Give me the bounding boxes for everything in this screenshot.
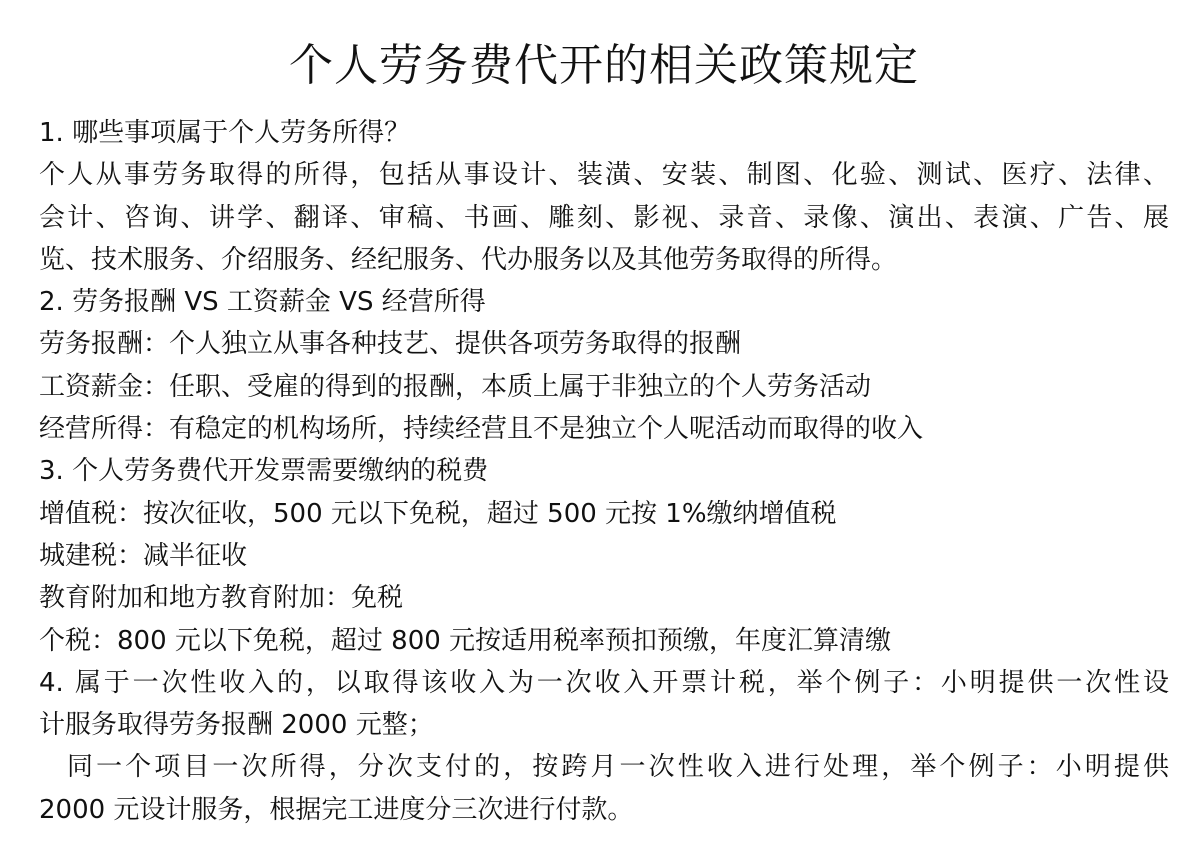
section-heading-2: 2. 劳务报酬 VS 工资薪金 VS 经营所得	[39, 287, 486, 318]
document-page	[39, 0, 1169, 831]
definition-line: 工资薪金：任职、受雇的得到的报酬，本质上属于非独立的个人劳务活动	[39, 371, 872, 402]
paragraph-line: 个人从事劳务取得的所得，包括从事设计、装潢、安装、制图、化验、测试、医疗、法律、	[39, 160, 1169, 191]
paragraph-line: 会计、咨询、讲学、翻译、审稿、书画、雕刻、影视、录音、录像、演出、表演、广告、展	[39, 202, 1169, 233]
definition-line: 劳务报酬：个人独立从事各种技艺、提供各项劳务取得的报酬	[39, 329, 742, 360]
document-body	[39, 112, 1169, 831]
section-heading-1: 1. 哪些事项属于个人劳务所得？	[39, 118, 411, 148]
tax-line: 城建税：减半征收	[39, 540, 248, 571]
section-heading-4: 4. 属于一次性收入的，以取得该收入为一次收入开票计税，举个例子：小明提供一次性设	[39, 667, 1169, 698]
document-title: 个人劳务费代开的相关政策规定	[289, 40, 919, 91]
tax-line: 增值税：按次征收，500 元以下免税，超过 500 元按 1%缴纳增值税	[39, 498, 837, 529]
tax-line: 个税：800 元以下免税，超过 800 元按适用税率预扣预缴，年度汇算清缴	[39, 625, 892, 656]
section-heading-3: 3. 个人劳务费代开发票需要缴纳的税费	[39, 456, 489, 487]
definition-line: 经营所得：有稳定的机构场所，持续经营且不是独立个人呢活动而取得的收入	[39, 414, 924, 445]
paragraph-line: 同一个项目一次所得，分次支付的，按跨月一次性收入进行处理，举个例子：小明提供	[67, 752, 1169, 783]
paragraph-line: 2000 元设计服务，根据完工进度分三次进行付款。	[39, 794, 634, 825]
paragraph-line: 览、技术服务、介绍服务、经纪服务、代办服务以及其他劳务取得的所得。	[39, 244, 898, 275]
paragraph-line: 计服务取得劳务报酬 2000 元整；	[39, 710, 434, 741]
tax-line: 教育附加和地方教育附加：免税	[39, 583, 404, 614]
